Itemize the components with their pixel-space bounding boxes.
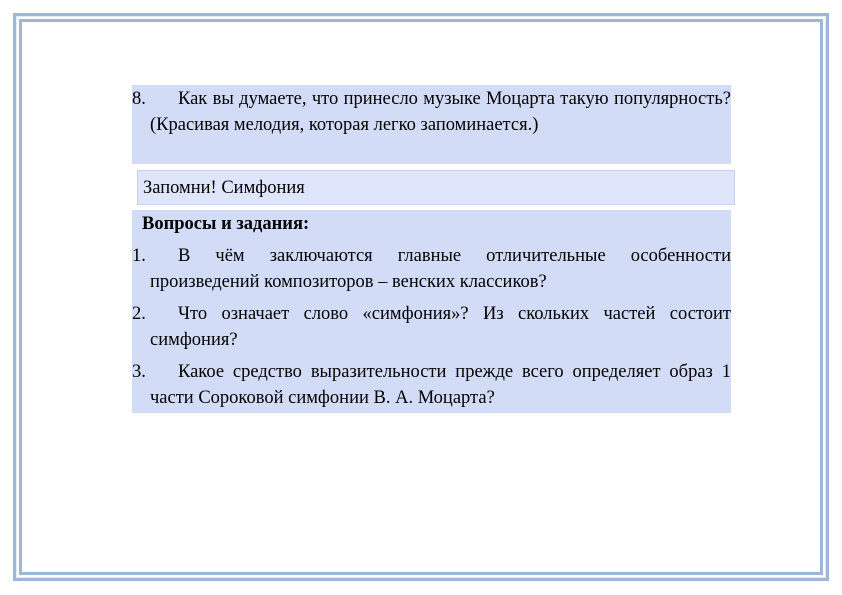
remember-text: Запомни! Симфония [143,178,305,198]
question-8-text: Как вы думаете, что принесло музыке Моцарта такую популярность? (Красивая мелодия, которая легко запоминается.) [150,89,731,135]
task-text: В чём заключаются главные отличительные особенности произведений композиторов – венских классиков? [150,246,731,292]
tasks-block [132,210,731,413]
task-number: 2. [132,304,146,324]
remember-box [137,170,735,205]
tasks-heading: Вопросы и задания: [142,214,310,234]
task-item [132,243,731,295]
task-number: 3. [132,362,146,382]
question-8 [132,86,731,138]
task-item [132,301,731,353]
question-8-number: 8. [132,89,146,109]
task-number: 1. [132,246,146,266]
task-text: Какое средство выразительности прежде всего определяет образ 1 части Сороковой симфонии В. А. Моцарта? [150,362,731,408]
task-text: Что означает слово «симфония»? Из скольких частей состоит симфония? [150,304,731,350]
question-8-block [132,85,731,164]
task-item [132,359,731,411]
